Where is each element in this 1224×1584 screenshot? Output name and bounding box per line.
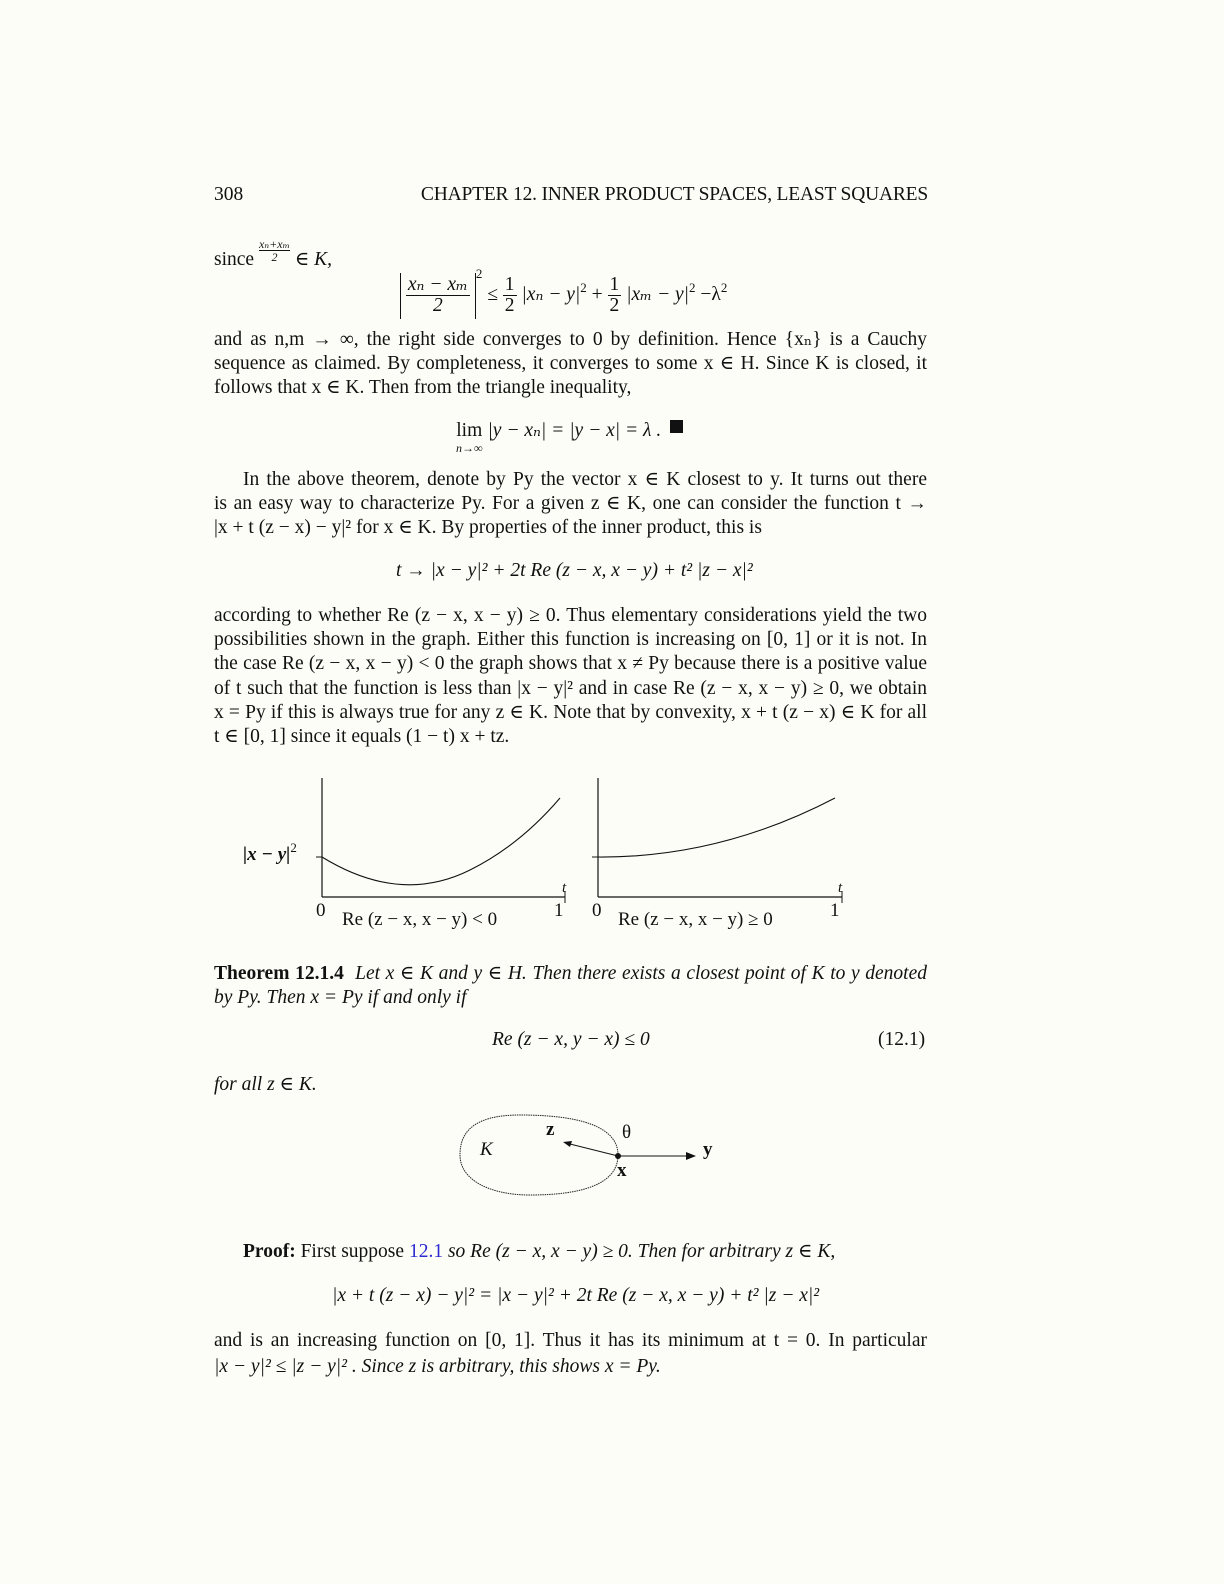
para3-line-4: of t such that the function is less than |x − y|² and in case Re (z − x, x − y) ≥ 0, we obtain xyxy=(214,678,927,699)
half-den: 2 xyxy=(504,295,515,317)
theorem-line-2: by Py. Then x = Py if and only if xyxy=(214,987,467,1008)
graph2-t-label: t xyxy=(838,880,843,896)
eq1-tail-exp: 2 xyxy=(720,280,728,295)
since-text: since xyxy=(214,249,255,270)
lim-text: lim xyxy=(456,420,483,441)
diagram-z-label: z xyxy=(546,1119,555,1140)
theorem-label: Theorem 12.1.4 xyxy=(214,963,344,984)
half-num: 1 xyxy=(609,274,620,296)
theorem-statement-1: Let x ∈ K and y ∈ H. Then there exists a closest point of K to y denoted xyxy=(355,963,928,984)
graph1-y-label-text: |x − y| xyxy=(243,844,291,865)
arrow-to-z xyxy=(566,1143,618,1156)
eq1-plus: + xyxy=(591,284,603,305)
equation-quadratic: t → |x − y|² + 2t Re (z − x, x − y) + t² |z − x|² xyxy=(396,560,753,581)
para3-line-1: according to whether Re (z − x, x − y) ≥ 0. Thus elementary considerations yield the two xyxy=(214,605,927,626)
diagram-y-label: y xyxy=(703,1139,713,1160)
equation-ref-link[interactable]: 12.1 xyxy=(408,1241,444,1262)
para3-line-3: the case Re (z − x, x − y) < 0 the graph shows that x ≠ Py because there is a positive value xyxy=(214,653,927,674)
proof-text-a: First suppose xyxy=(300,1241,405,1262)
para3-line-2: possibilities shown in the graph. Either this function is increasing on [0, 1] or it is not. In xyxy=(214,629,927,650)
para2-line-1: In the above theorem, denote by Py the vector x ∈ K closest to y. It turns out there xyxy=(243,469,927,490)
proof-line-3: |x − y|² ≤ |z − y|² . Since z is arbitrary, this shows x = Py. xyxy=(214,1356,661,1377)
diagram-set-k-label: K xyxy=(480,1139,493,1160)
graph2-curve xyxy=(598,798,835,857)
theorem-equation: Re (z − x, y − x) ≤ 0 xyxy=(492,1029,650,1050)
page-number: 308 xyxy=(214,184,244,205)
para2-line-3: |x + t (z − x) − y|² for x ∈ K. By properties of the inner product, this is xyxy=(214,517,762,538)
proof-equation: |x + t (z − x) − y|² = |x − y|² + 2t Re (z − x, x − y) + t² |z − x|² xyxy=(332,1285,820,1306)
graph1-y-label xyxy=(243,840,297,866)
lim-subscript: n→∞ xyxy=(456,441,483,455)
theorem-line-1 xyxy=(214,962,927,986)
eq1-tail: −λ xyxy=(700,284,721,305)
graph2-tick-1: 1 xyxy=(830,900,840,921)
graph1-curve xyxy=(322,798,560,885)
since-tail: ∈ K, xyxy=(294,249,333,270)
graph1-caption: Re (z − x, x − y) < 0 xyxy=(342,909,498,930)
diagram-x-label: x xyxy=(617,1160,627,1181)
half-den: 2 xyxy=(609,295,620,317)
eq1-lhs-num: xₙ − xₘ xyxy=(407,274,468,296)
diagram-theta-label: θ xyxy=(622,1122,632,1143)
proof-line-2: and is an increasing function on [0, 1]. Thus it has its minimum at t = 0. In particular xyxy=(214,1330,927,1351)
eq1-term1: |xₙ − y| xyxy=(521,284,581,305)
since-frac-num: xₙ+xₘ xyxy=(258,237,290,251)
eq1-lhs-exp: 2 xyxy=(475,266,483,281)
equation-number: (12.1) xyxy=(878,1029,926,1050)
eq1-term2-exp: 2 xyxy=(689,280,696,295)
eq1-le: ≤ xyxy=(487,284,498,305)
eq1-lhs-den: 2 xyxy=(433,295,443,317)
graph1-tick-0: 0 xyxy=(316,900,326,921)
graph2-caption: Re (z − x, x − y) ≥ 0 xyxy=(618,909,773,930)
proof-text-b: so Re (z − x, x − y) ≥ 0. Then for arbitrary z ∈ K, xyxy=(447,1241,836,1262)
graph1-t-label: t xyxy=(562,880,567,896)
proof-label: Proof: xyxy=(243,1241,296,1262)
arrowhead-y-icon xyxy=(686,1152,696,1160)
para2-line-2: is an easy way to characterize Py. For a given z ∈ K, one can consider the function t → xyxy=(214,493,927,514)
running-header: CHAPTER 12. INNER PRODUCT SPACES, LEAST SQUARES xyxy=(420,184,928,205)
graph1-y-label-exp: 2 xyxy=(290,840,297,855)
since-frac-den: 2 xyxy=(271,250,278,264)
para1-line-1: and as n,m → ∞, the right side converges to 0 by definition. Hence {xₙ} is a Cauchy xyxy=(214,329,927,350)
eq1-term1-exp: 2 xyxy=(580,280,587,295)
half-num: 1 xyxy=(504,274,515,296)
theorem-after: for all z ∈ K. xyxy=(214,1074,317,1095)
limit-body: |y − xₙ| = |y − x| = λ . xyxy=(487,420,662,441)
eq1-term2: |xₘ − y| xyxy=(626,284,690,305)
para1-line-3: follows that x ∈ K. Then from the triangle inequality, xyxy=(214,377,632,398)
arrowhead-z-icon xyxy=(563,1141,572,1147)
graph1-tick-1: 1 xyxy=(554,900,564,921)
para3-line-6: t ∈ [0, 1] since it equals (1 − t) x + tz. xyxy=(214,726,510,747)
para1-line-2: sequence as claimed. By completeness, it converges to some x ∈ H. Since K is closed, it xyxy=(214,353,927,374)
point-x-dot xyxy=(615,1153,621,1159)
graph2-tick-0: 0 xyxy=(592,900,602,921)
proof-line-1 xyxy=(243,1240,956,1264)
para3-line-5: x = Py if this is always true for any z ∈ K. Note that by convexity, x + t (z − x) ∈ K for all xyxy=(214,702,927,723)
